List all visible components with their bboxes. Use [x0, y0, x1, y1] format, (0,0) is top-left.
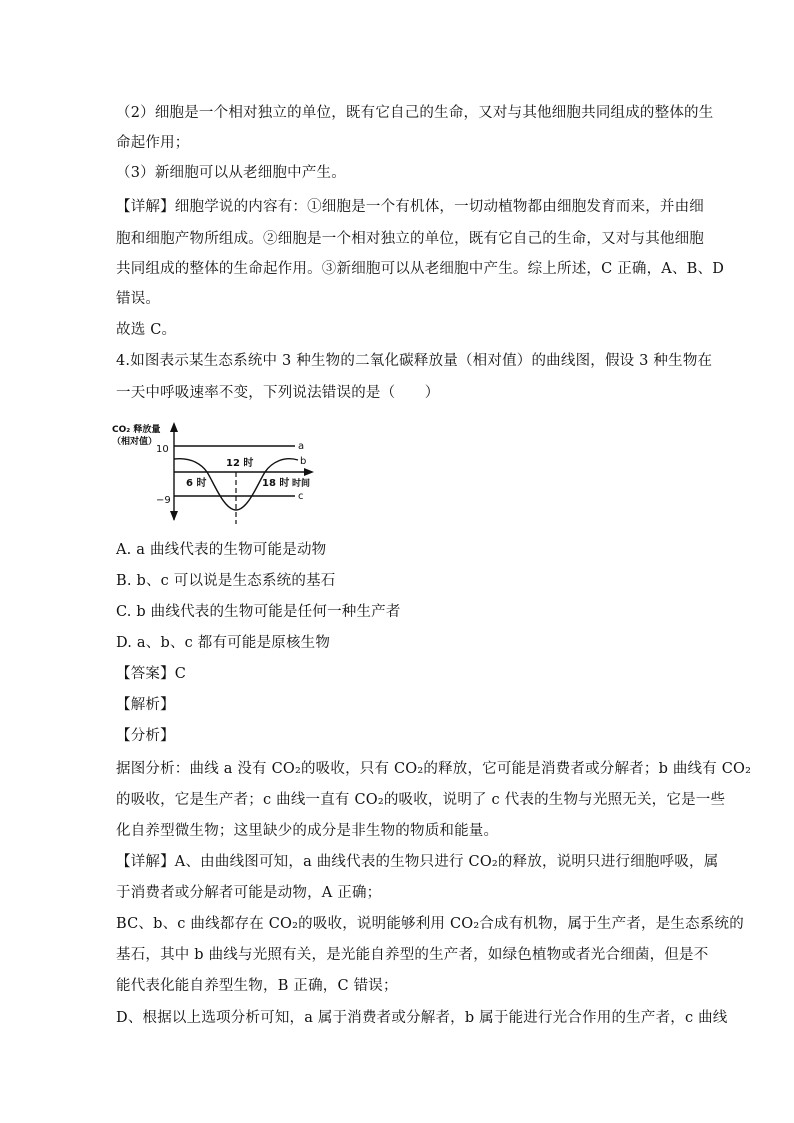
curve-label-a: a	[298, 441, 305, 452]
text-line: 【详解】A、由曲线图可知，a 曲线代表的生物只进行 CO₂的释放，说明只进行细胞呼吸，属	[116, 854, 719, 870]
option-c: C. b 曲线代表的生物可能是任何一种生产者	[116, 604, 401, 620]
time-label-18: 18 时	[262, 478, 290, 489]
text-line: 化自养型微生物；这里缺少的成分是非生物的物质和能量。	[116, 823, 499, 839]
text-line: 【详解】细胞学说的内容有：①细胞是一个有机体，一切动植物都由细胞发育而来，并由细	[116, 199, 704, 215]
text-line: 基石，其中 b 曲线与光照有关，是光能自养型的生产者，如绿色植物或者光合细菌，但是不	[116, 947, 709, 963]
answer-line: 【答案】C	[116, 666, 187, 682]
text-line: 据图分析：曲线 a 没有 CO₂的吸收，只有 CO₂的释放，它可能是消费者或分解者；b 曲线有 CO₂	[116, 761, 752, 777]
text-line: 于消费者或分解者可能是动物，A 正确；	[116, 885, 382, 901]
text-line: 命起作用；	[116, 135, 190, 151]
text-line: 故选 C。	[116, 322, 177, 338]
text-line: （3）新细胞可以从老细胞中产生。	[116, 165, 346, 181]
text-line: BC、b、c 曲线都存在 CO₂的吸收，说明能够利用 CO₂合成有机物，属于生产者，是生态系统的	[116, 916, 744, 932]
x-axis-arrow	[304, 468, 314, 476]
text-line: 能代表化能自养型生物，B 正确，C 错误；	[116, 978, 398, 994]
co2-release-chart	[112, 420, 322, 525]
time-label-6: 6 时	[186, 478, 207, 489]
text-line: 的吸收，它是生产者；c 曲线一直有 CO₂的吸收，说明了 c 代表的生物与光照无关，它是一些	[116, 792, 726, 808]
section-heading: 【分析】	[116, 728, 175, 744]
option-d: D. a、b、c 都有可能是原核生物	[116, 635, 331, 651]
section-heading: 【解析】	[116, 697, 175, 713]
y-tick-10: 10	[156, 444, 169, 455]
text-line: 胞和细胞产物所组成。②细胞是一个相对独立的单位，既有它自己的生命，又对与其他细胞	[116, 231, 704, 247]
text-line: （2）细胞是一个相对独立的单位，既有它自己的生命，又对与其他细胞共同组成的整体的生	[116, 105, 714, 121]
time-label-12: 12 时	[226, 458, 254, 469]
y-tick-minus9: −9	[156, 495, 171, 506]
question-text: 一天中呼吸速率不变，下列说法错误的是（ ）	[116, 385, 440, 401]
option-a: A. a 曲线代表的生物可能是动物	[116, 542, 327, 558]
x-axis-label: 时间	[292, 479, 311, 489]
text-line: 错误。	[116, 291, 161, 307]
chart-svg	[112, 420, 322, 525]
text-line: 共同组成的整体的生命起作用。③新细胞可以从老细胞中产生。综上所述，C 正确，A、B、D	[116, 261, 725, 277]
question-text: 4.如图表示某生态系统中 3 种生物的二氧化碳释放量（相对值）的曲线图，假设 3 种生物在	[116, 353, 713, 369]
y-axis-arrow-up	[170, 422, 178, 432]
curve-label-b: b	[300, 456, 307, 467]
chart-ylabel-1: CO₂ 释放量	[112, 425, 161, 435]
option-b: B. b、c 可以说是生态系统的基石	[116, 573, 336, 589]
text-line: D、根据以上选项分析可知，a 属于消费者或分解者，b 属于能进行光合作用的生产者，c 曲线	[116, 1010, 728, 1026]
curve-label-c: c	[298, 491, 304, 502]
chart-ylabel-2: （相对值）	[112, 437, 158, 447]
y-axis-arrow-down	[170, 511, 178, 521]
